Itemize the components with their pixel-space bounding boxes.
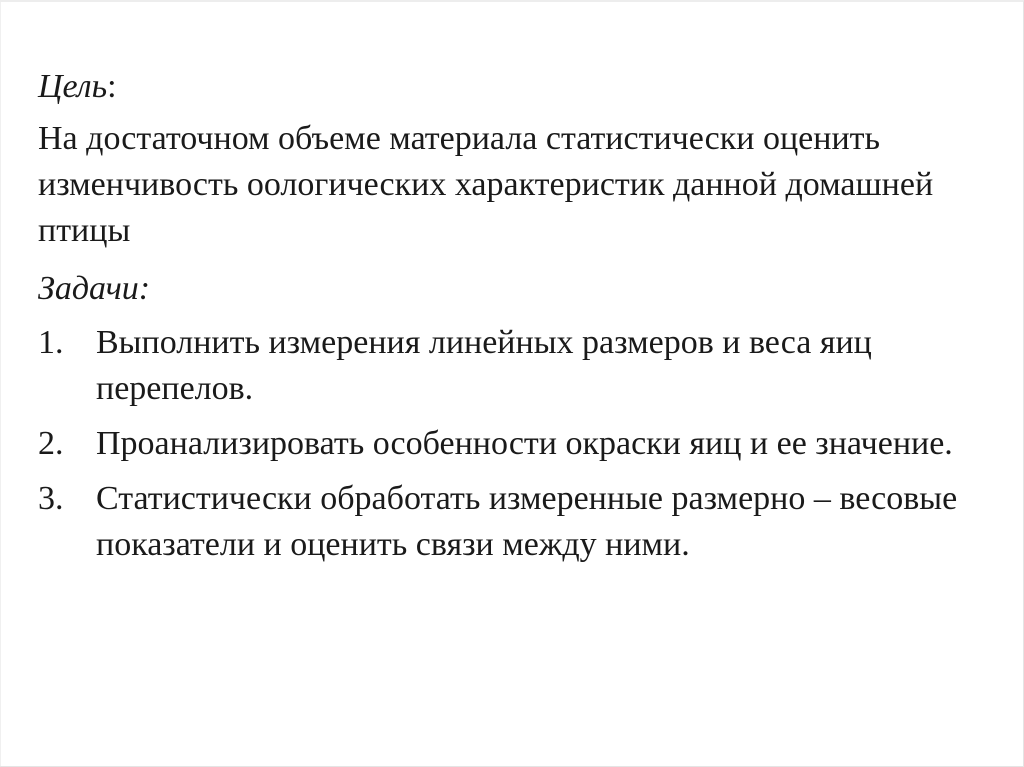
goal-heading-label: Цель	[38, 68, 108, 105]
task-text: Статистически обработать измеренные размерно – весовые показатели и оценить связи между ними.	[96, 480, 958, 563]
task-item-1	[38, 320, 976, 412]
goal-text: На достаточном объеме материала статистически оценить изменчивость оологических характеристик данной домашней птицы	[38, 120, 934, 249]
task-item-2	[38, 421, 976, 467]
goal-heading-colon: :	[107, 68, 117, 105]
tasks-heading	[38, 266, 998, 312]
task-number: 2.	[38, 425, 64, 462]
task-item-3	[38, 476, 976, 568]
task-number: 3.	[38, 480, 64, 517]
task-text: Выполнить измерения линейных размеров и веса яиц перепелов.	[96, 324, 872, 407]
tasks-heading-label: Задачи:	[38, 270, 151, 307]
task-list	[38, 320, 998, 568]
slide-content	[38, 64, 998, 577]
task-text: Проанализировать особенности окраски яиц и ее значение.	[96, 425, 953, 462]
task-number: 1.	[38, 324, 64, 361]
goal-heading	[38, 64, 998, 110]
